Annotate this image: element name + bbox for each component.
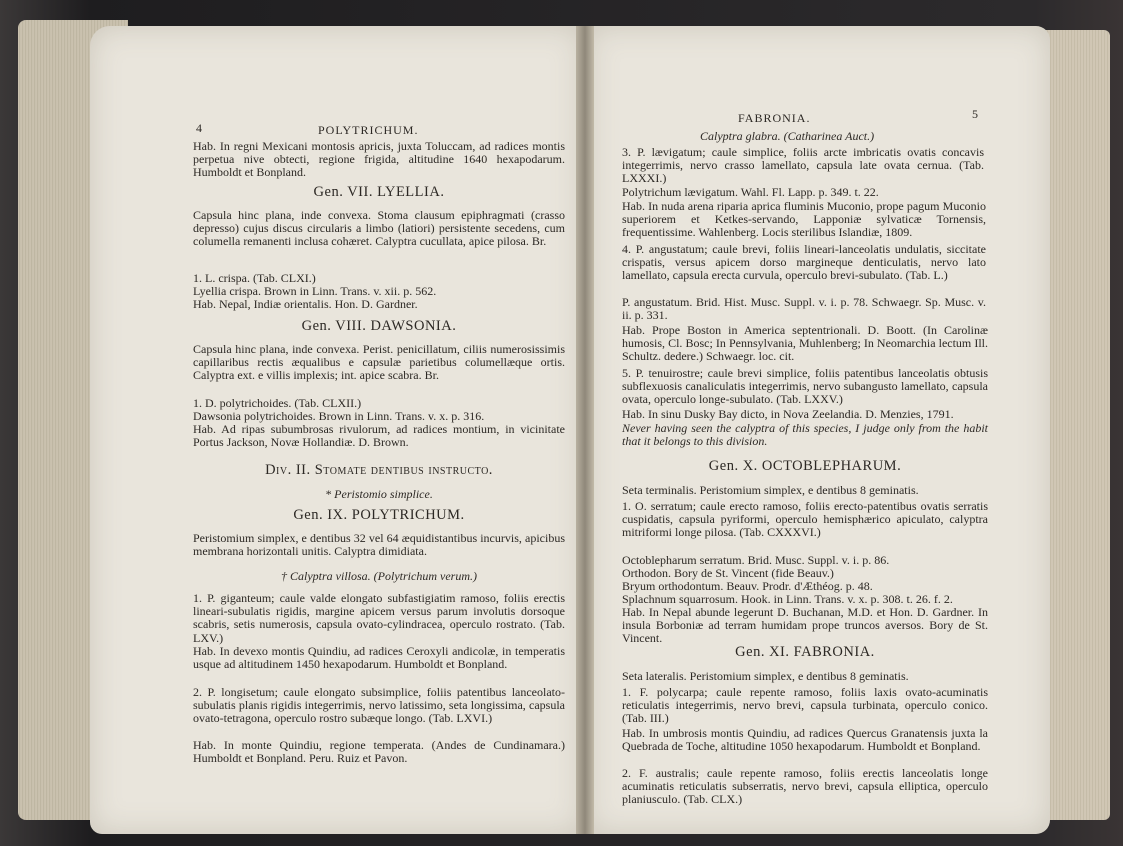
author-note: Never having seen the calyptra of this species, I judge only from the habit that it belongs to this division.: [622, 421, 988, 449]
species-entry: 1. O. serratum; caule erecto ramoso, foliis erecto-patentibus ovatis serratis cuspidatis, capsula pyriformi, operculo hemisphærico apiculato, calyptra mitriformi longe pilosa. (Tab. CXXXVI.): [622, 499, 988, 540]
species-entry: 1. F. polycarpa; caule repente ramoso, foliis laxis ovato-acuminatis reticulatis integerrimis, nervo brevi, capsula turbinata, operculo conico. (Tab. III.): [622, 685, 988, 726]
running-head: FABRONIA.: [738, 111, 811, 125]
genus-heading: Gen. VII. LYELLIA.: [313, 184, 445, 200]
section-subheading: † Calyptra villosa. (Polytrichum verum.): [281, 569, 477, 583]
habitat-entry: Hab. Ad ripas subumbrosas rivulorum, ad radices montium, in vicinitate Portus Jackson, Novæ Hollandiæ. D. Brown.: [193, 422, 565, 450]
page-number: 5: [972, 107, 978, 121]
reference-entry: Bryum orthodontum. Beauv. Prodr. d'Æthéog. p. 48.: [622, 579, 873, 593]
species-entry: 1. P. giganteum; caule valde elongato subfastigiatim ramoso, foliis erectis lineari-subulatis rigidis, margine apicem versus parum involutis dorsoque scabris, setis numerosis, capsula ovato-cylindracea, operculo rostrato. (Tab. LXV.): [193, 591, 565, 645]
species-entry: 2. P. longisetum; caule elongato subsimplice, foliis patentibus lanceolato-subulatis planis rigidis integerrimis, nervo latissimo, seta longissima, capsula ovato-tetragona, operculo rostro subæque longo. (Tab. LXVI.): [193, 685, 565, 726]
section-subheading: Calyptra glabra. (Catharinea Auct.): [700, 129, 875, 143]
species-entry: 4. P. angustatum; caule brevi, foliis lineari-lanceolatis undulatis, siccitate crispatis, versus apicem dorso margineque denticulatis, nervo lato lamellato, capsula erecta curvula, operculo brevi-subulato. (Tab. L.): [622, 242, 986, 283]
habitat-entry: Hab. In nuda arena riparia aprica fluminis Muconio, prope pagum Muconio superiorem et Ketkes-servando, Lapponiæ sylvaticæ Tornensis, frequentissime. Wahlenberg. Locis sterilibus Islandiæ, 1809.: [622, 199, 986, 240]
genus-heading: Gen. X. OCTOBLEPHARUM.: [708, 458, 902, 474]
habitat-entry: Hab. In umbrosis montis Quindiu, ad radices Quercus Granatensis juxta la Quebrada de Toche, altitudine 1050 hexapodarum. Humboldt et Bonpland.: [622, 726, 988, 754]
reference-entry: Dawsonia polytrichoides. Brown in Linn. Trans. v. x. p. 316.: [193, 409, 485, 423]
running-head: POLYTRICHUM.: [318, 123, 419, 137]
species-entry: 1. D. polytrichoides. (Tab. CLXII.): [193, 396, 362, 410]
habitat-entry: Hab. In sinu Dusky Bay dicto, in Nova Zeelandia. D. Menzies, 1791.: [622, 407, 954, 421]
right-page-edges: [1040, 30, 1110, 820]
genus-description: Seta terminalis. Peristomium simplex, e dentibus 8 geminatis.: [622, 483, 919, 497]
habitat-entry: Hab. Prope Boston in America septentrionali. D. Boott. (In Carolinæ humosis, Cl. Bosc; In Pennsylvania, Muhlenberg; In Neomarchia lectum Ill. Schultz. dedere.) Schwaegr. loc. cit.: [622, 323, 988, 364]
genus-heading: Gen. VIII. DAWSONIA.: [301, 318, 457, 334]
genus-heading: Gen. XI. FABRONIA.: [735, 644, 875, 660]
habitat-entry: Hab. In Nepal abunde legerunt D. Buchanan, M.D. et Hon. D. Gardner. In insula Borboniæ ad terram humidam prope truncos aversos. Bory de St. Vincent.: [622, 605, 988, 646]
genus-description: Seta lateralis. Peristomium simplex, e dentibus 8 geminatis.: [622, 669, 909, 683]
reference-entry: Polytrichum lævigatum. Wahl. Fl. Lapp. p. 349. t. 22.: [622, 185, 879, 199]
genus-description: Capsula hinc plana, inde convexa. Stoma clausum epiphragmati (crasso depresso) cujus discus circularis a limbo (latiori) persistente secedens, cum columella remanenti inclusa cohæret. Calyptra cucullata, apice pilosa. Br.: [193, 208, 565, 249]
reference-entry: Splachnum squarrosum. Hook. in Linn. Trans. v. x. p. 308. t. 26. f. 2.: [622, 592, 953, 606]
habitat-entry: Hab. In monte Quindiu, regione temperata. (Andes de Cundinamara.) Humboldt et Bonpland. Peru. Ruiz et Pavon.: [193, 738, 565, 766]
habitat-entry: Hab. Nepal, Indiæ orientalis. Hon. D. Gardner.: [193, 297, 418, 311]
species-entry: 2. F. australis; caule repente ramoso, foliis erectis lanceolatis longe acuminatis reticulatis subserratis, nervo brevi, capsula elliptica, operculo planiusculo. (Tab. CLX.): [622, 766, 988, 807]
genus-description: Capsula hinc plana, inde convexa. Perist. penicillatum, ciliis numerosissimis capillaribus rectis æqualibus e capsulæ parietibus columellæque ortis. Calyptra ext. e villis implexis; int. apice scabra. Br.: [193, 342, 565, 383]
page-number: 4: [196, 121, 202, 135]
species-entry: 3. P. lævigatum; caule simplice, foliis arcte imbricatis ovatis concavis integerrimis, nervo crasso lamellato, capsula late ovata cernua. (Tab. LXXXI.): [622, 145, 984, 186]
division-subheading: * Peristomio simplice.: [325, 487, 433, 501]
reference-entry: Orthodon. Bory de St. Vincent (fide Beauv.): [622, 566, 834, 580]
reference-entry: Lyellia crispa. Brown in Linn. Trans. v. xii. p. 562.: [193, 284, 437, 298]
habitat-entry: Hab. In regni Mexicani montosis apricis, juxta Toluccam, ad radices montis perpetua nive obtecti, regione frigida, altitudine 1640 hexapodarum. Humboldt et Bonpland.: [193, 139, 565, 180]
reference-entry: Octoblepharum serratum. Brid. Musc. Suppl. v. i. p. 86.: [622, 553, 890, 567]
species-entry: 1. L. crispa. (Tab. CLXI.): [193, 271, 316, 285]
species-entry: 5. P. tenuirostre; caule brevi simplice, foliis patentibus lanceolatis obtusis subflexuosis canaliculatis integerrimis, nervo subangusto lamellato, capsula ovata, operculo longe-subulato. (Tab. LXXV.): [622, 366, 988, 407]
book-gutter: [576, 26, 594, 834]
habitat-entry: Hab. In devexo montis Quindiu, ad radices Ceroxyli andicolæ, in temperatis usque ad altitudinem 1450 hexapodarum. Humboldt et Bonpland.: [193, 644, 565, 672]
genus-description: Peristomium simplex, e dentibus 32 vel 64 æquidistantibus incurvis, apicibus membrana horizontali unitis. Calyptra dimidiata.: [193, 531, 565, 559]
genus-heading: Gen. IX. POLYTRICHUM.: [293, 507, 465, 523]
division-heading: Div. II. Stomate dentibus instructo.: [265, 462, 493, 478]
reference-entry: P. angustatum. Brid. Hist. Musc. Suppl. v. i. p. 78. Schwaegr. Sp. Musc. v. ii. p. 331.: [622, 295, 986, 323]
